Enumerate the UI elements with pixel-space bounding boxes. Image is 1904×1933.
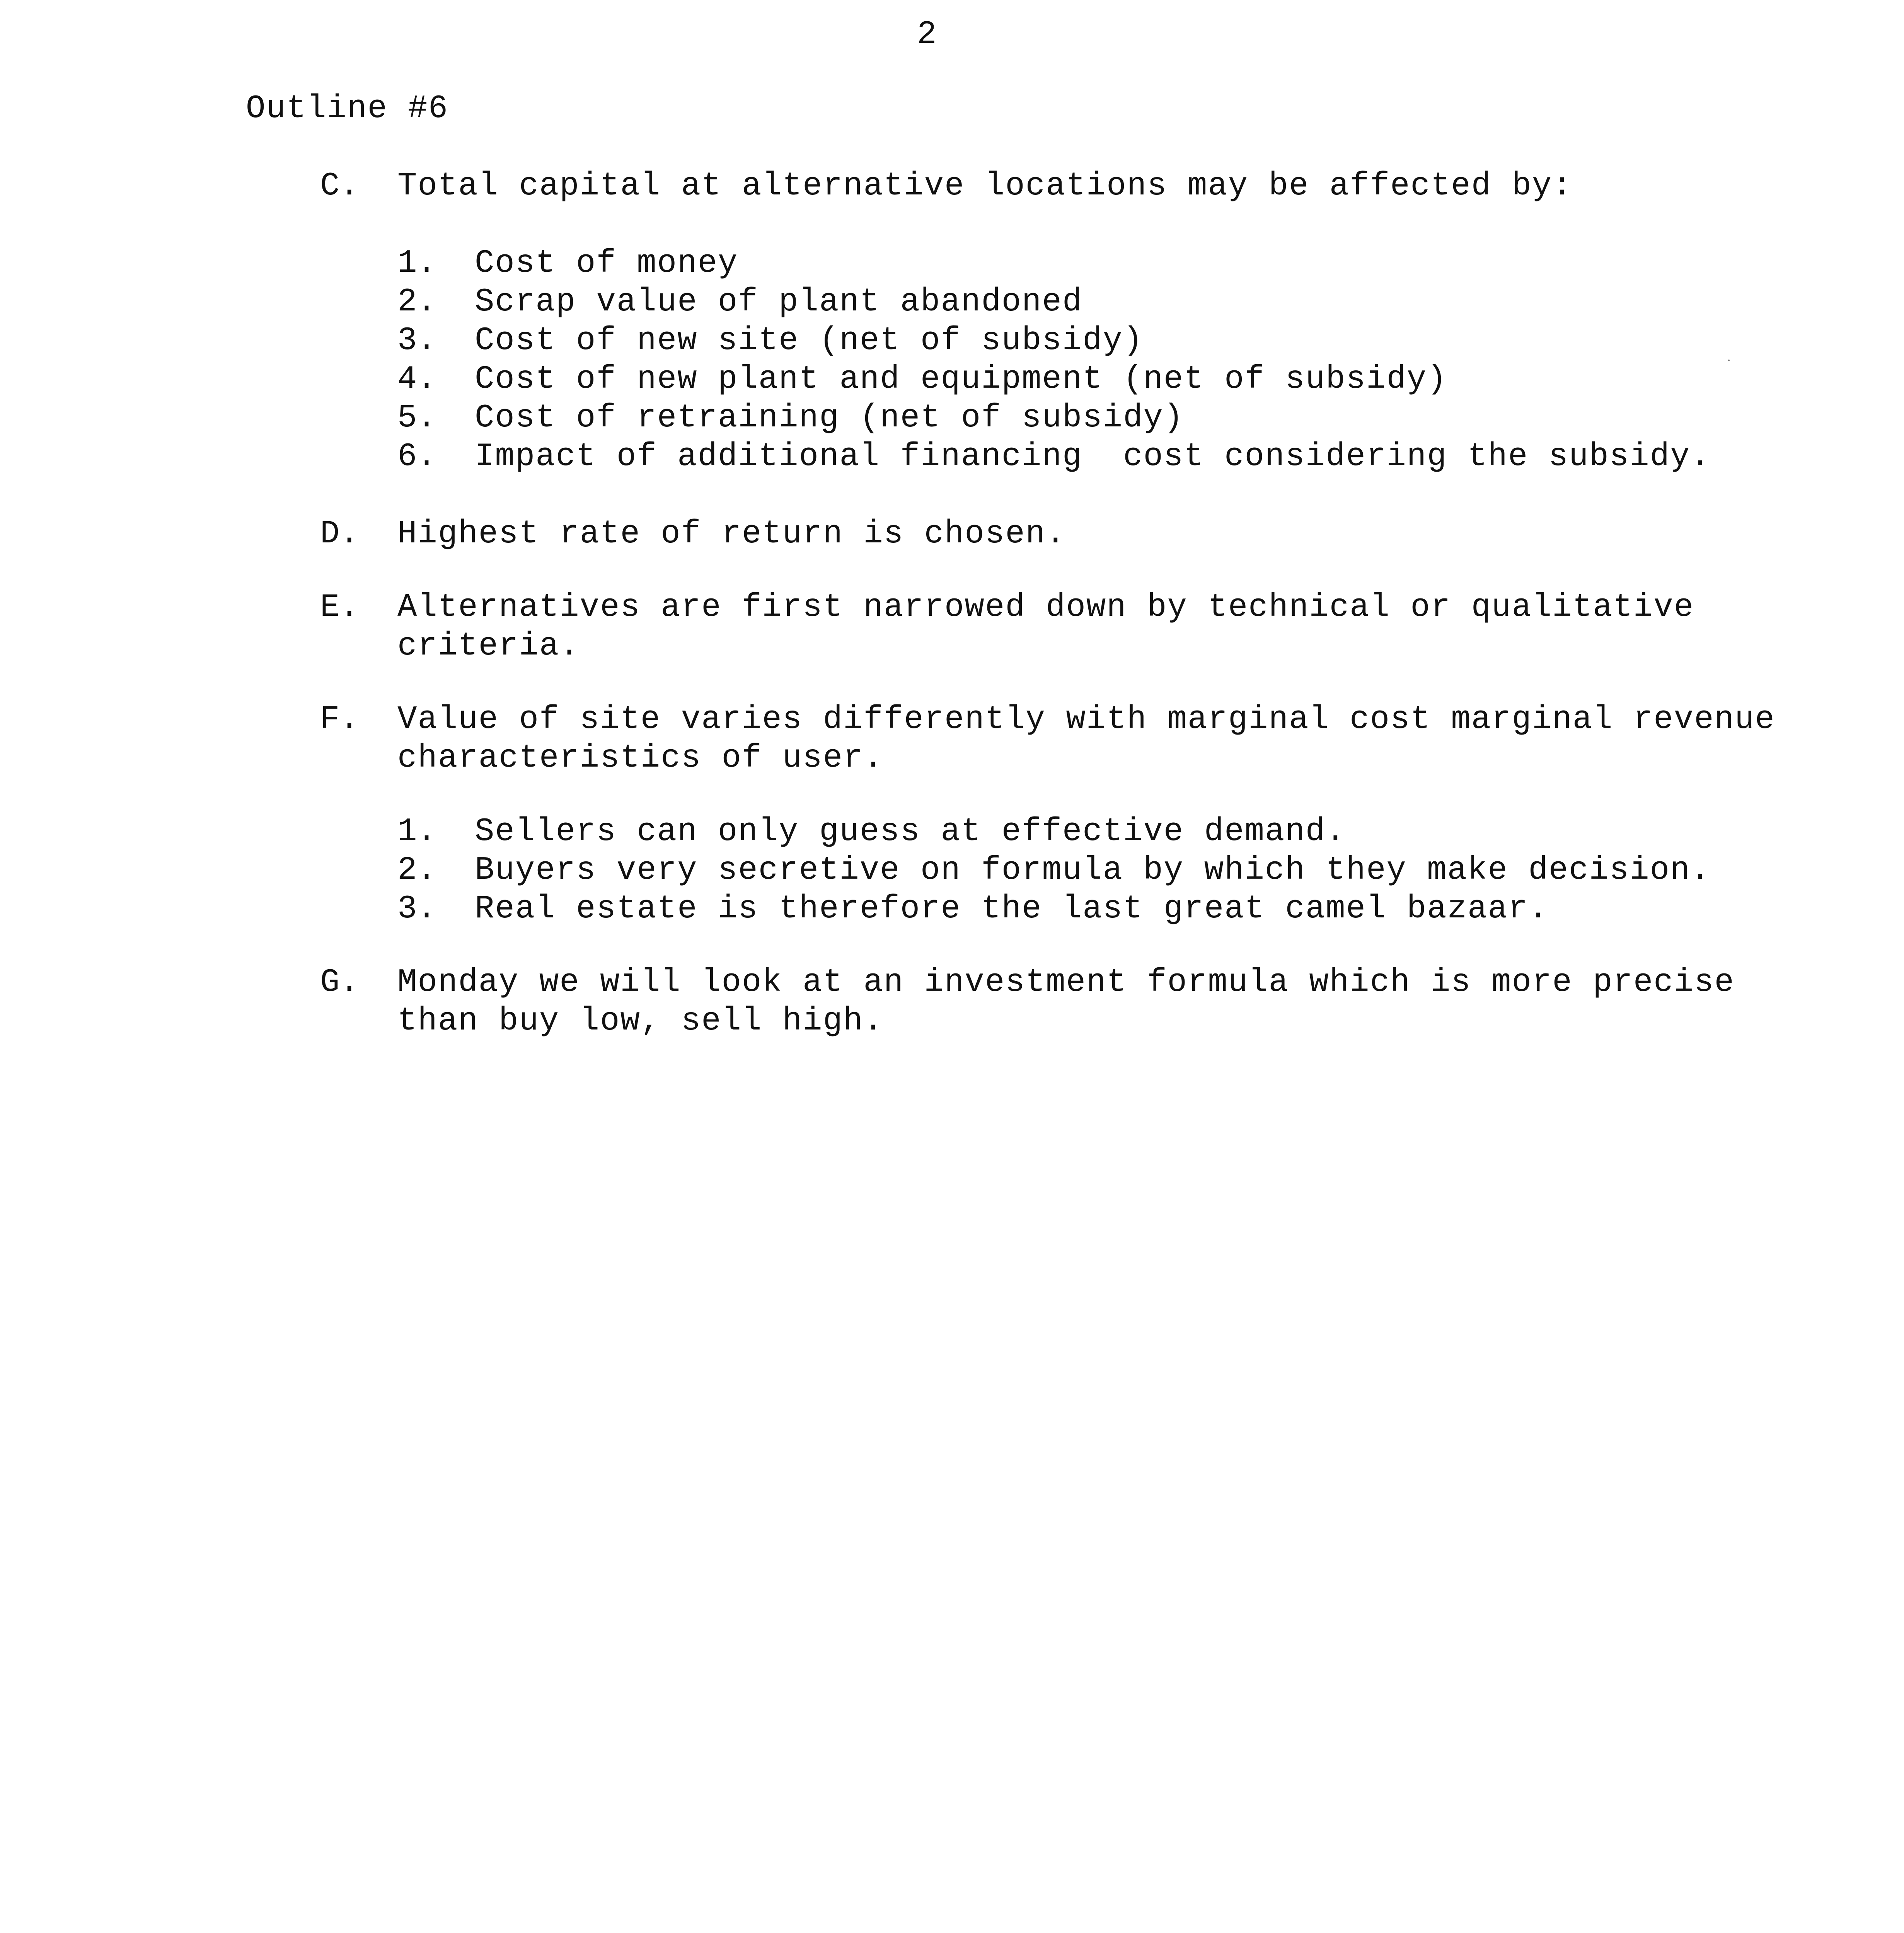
section-letter: F. [320,701,359,738]
outline-title: Outline #6 [246,90,449,127]
item-text: Cost of retraining (net of subsidy) [475,400,1184,436]
item-number: 4. [397,361,436,398]
item-text: Sellers can only guess at effective demand. [475,813,1346,850]
section-letter: C. [320,168,359,205]
item-text: Real estate is therefore the last great camel bazaar. [475,891,1549,927]
section-text-line: characteristics of user. [397,740,884,777]
item-number: 6. [397,438,436,475]
item-text: Cost of new plant and equipment (net of subsidy) [475,361,1447,398]
section-text: Total capital at alternative locations may be affected by: [397,168,1573,205]
section-text-line: than buy low, sell high. [397,1003,884,1040]
item-text: Impact of additional financing cost considering the subsidy. [475,438,1711,475]
section-text-line: criteria. [397,628,580,665]
section-letter: G. [320,964,359,1001]
section-letter: D. [320,516,359,552]
item-number: 2. [397,852,436,889]
section-text-line: Alternatives are first narrowed down by technical or qualitative [397,589,1694,626]
item-number: 5. [397,400,436,436]
item-text: Scrap value of plant abandoned [475,284,1083,320]
section-text: Highest rate of return is chosen. [397,516,1066,552]
item-number: 1. [397,245,436,282]
scan-speck [1728,360,1730,361]
item-text: Cost of money [475,245,738,282]
item-text: Cost of new site (net of subsidy) [475,322,1144,359]
page-number: 2 [917,16,938,53]
item-number: 1. [397,813,436,850]
item-number: 3. [397,322,436,359]
item-text: Buyers very secretive on formula by which they make decision. [475,852,1711,889]
item-number: 3. [397,891,436,927]
item-number: 2. [397,284,436,320]
section-text-line: Monday we will look at an investment formula which is more precise [397,964,1735,1001]
section-letter: E. [320,589,359,626]
section-text-line: Value of site varies differently with marginal cost marginal revenue [397,701,1775,738]
